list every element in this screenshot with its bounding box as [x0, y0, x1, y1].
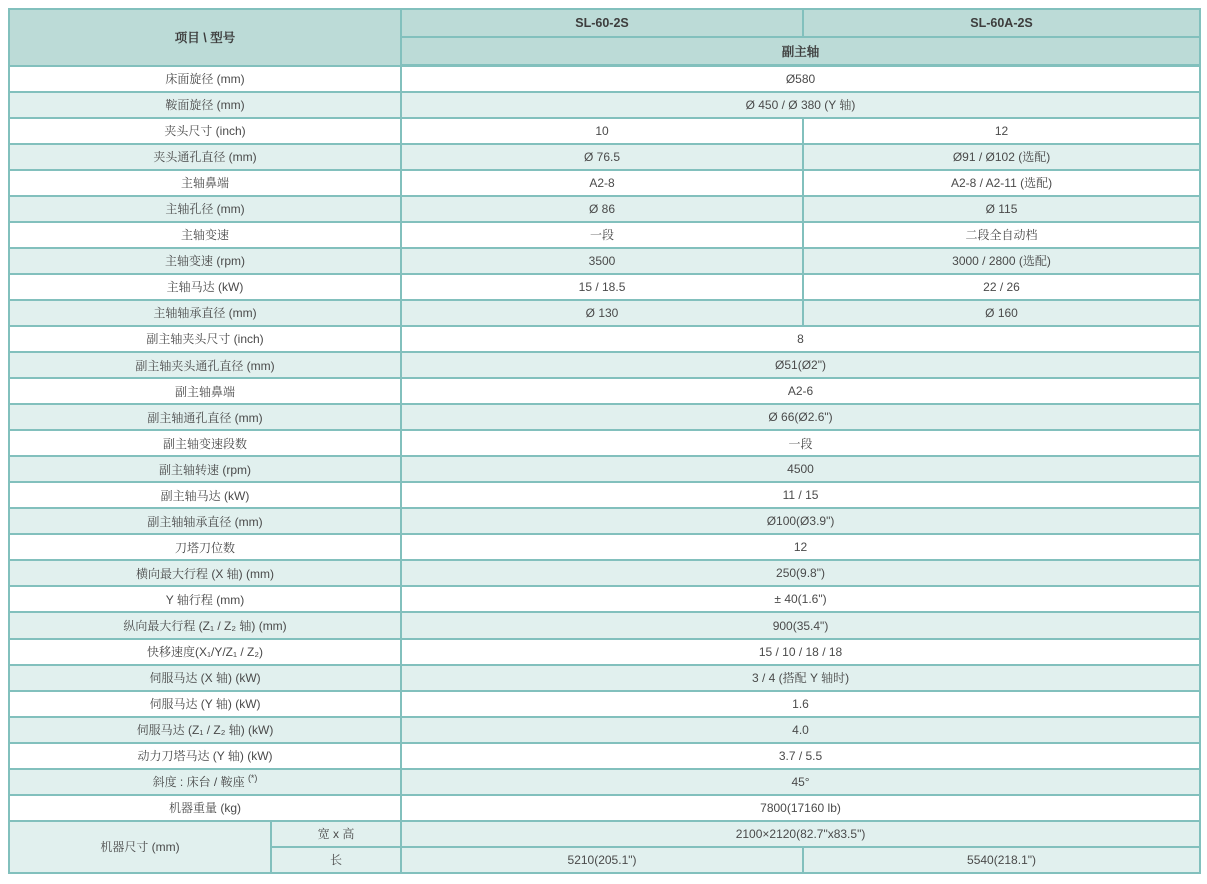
row-value: 2100×2120(82.7"x83.5") — [401, 821, 1200, 847]
row-label-text: 纵向最大行程 (Z₁ / Z₂ 轴) (mm) — [123, 619, 287, 633]
row-value-model1: 一段 — [401, 222, 803, 248]
row-label — [9, 534, 401, 560]
row-label — [9, 639, 401, 665]
row-label — [9, 196, 401, 222]
row-label — [9, 482, 401, 508]
row-label — [9, 743, 401, 769]
row-value-model1: 10 — [401, 118, 803, 144]
row-value: Ø100(Ø3.9") — [401, 508, 1200, 534]
row-label-text: 伺服马达 (Y 轴) (kW) — [149, 697, 261, 712]
row-value: 11 / 15 — [401, 482, 1200, 508]
table-row — [9, 456, 1200, 482]
row-label-text: 主轴马达 (kW) — [166, 280, 244, 295]
table-row — [9, 717, 1200, 743]
row-label — [9, 430, 401, 456]
row-value-model2: 5540(218.1") — [803, 847, 1200, 873]
row-label-text: 伺服马达 (Z₁ / Z₂ 轴) (kW) — [136, 723, 274, 738]
row-label — [9, 404, 401, 430]
row-label-text: 副主轴变速段数 — [163, 436, 248, 451]
row-label-text: 刀塔刀位数 — [175, 540, 236, 555]
row-value: Ø 450 / Ø 380 (Y 轴) — [401, 92, 1200, 118]
row-label-text: 主轴变速 — [181, 228, 230, 243]
table-row — [9, 534, 1200, 560]
row-value: 3.7 / 5.5 — [401, 743, 1200, 769]
table-row — [9, 482, 1200, 508]
row-label — [9, 92, 401, 118]
row-value-model1: 5210(205.1") — [401, 847, 803, 873]
table-row — [9, 430, 1200, 456]
row-value: 3 / 4 (搭配 Y 轴时) — [401, 665, 1200, 691]
table-row — [9, 795, 1200, 821]
row-label-text: 斜度 : 床台 / 鞍座 — [152, 775, 245, 790]
row-label — [9, 326, 401, 352]
row-label — [9, 352, 401, 378]
row-value-model2: 3000 / 2800 (选配) — [803, 248, 1200, 274]
table-row — [9, 691, 1200, 717]
row-value-model2: A2-8 / A2-11 (选配) — [803, 170, 1200, 196]
table-row — [9, 560, 1200, 586]
row-label-text: 横向最大行程 (X 轴) (mm) — [136, 566, 274, 581]
table-row — [9, 612, 1200, 638]
row-label-text: 主轴孔径 (mm) — [165, 202, 245, 217]
table-row — [9, 222, 1200, 248]
row-value-model1: Ø 76.5 — [401, 144, 803, 170]
row-label — [9, 586, 401, 612]
row-value: 1.6 — [401, 691, 1200, 717]
table-row — [9, 508, 1200, 534]
row-value: 7800(17160 lb) — [401, 795, 1200, 821]
row-label — [9, 222, 401, 248]
row-label — [9, 665, 401, 691]
row-label-text: 副主轴转速 (rpm) — [159, 462, 251, 477]
row-label-text: 副主轴夹头尺寸 (inch) — [146, 332, 264, 347]
row-value: 一段 — [401, 430, 1200, 456]
row-value: Ø 66(Ø2.6") — [401, 404, 1200, 430]
row-value: Ø580 — [401, 66, 1200, 92]
row-label-text: Y 轴行程 (mm) — [165, 592, 245, 607]
model-1-header: SL-60-2S — [401, 9, 803, 37]
table-row — [9, 639, 1200, 665]
row-label-text: 副主轴轴承直径 (mm) — [147, 514, 263, 529]
row-value-model1: A2-8 — [401, 170, 803, 196]
row-label — [9, 118, 401, 144]
row-label-text: 夹头尺寸 (inch) — [164, 124, 246, 139]
row-value-model2: 二段全自动档 — [803, 222, 1200, 248]
row-value-model2: Ø91 / Ø102 (选配) — [803, 144, 1200, 170]
table-row — [9, 378, 1200, 404]
row-value: A2-6 — [401, 378, 1200, 404]
row-sub-label: 长 — [271, 847, 401, 873]
row-label — [9, 612, 401, 638]
row-value-model2: Ø 160 — [803, 300, 1200, 326]
table-row — [9, 144, 1200, 170]
table-row — [9, 404, 1200, 430]
row-label-text: 夹头通孔直径 (mm) — [153, 150, 257, 165]
row-label-text: 副主轴通孔直径 (mm) — [147, 410, 263, 425]
row-value: 45° — [401, 769, 1200, 795]
table-row — [9, 274, 1200, 300]
row-value-model1: 3500 — [401, 248, 803, 274]
model-2-header: SL-60A-2S — [803, 9, 1200, 37]
row-value-model2: 12 — [803, 118, 1200, 144]
row-label-text: 机器重量 (kg) — [169, 801, 242, 816]
spec-table-header — [9, 9, 1200, 66]
table-row — [9, 92, 1200, 118]
row-value: Ø51(Ø2") — [401, 352, 1200, 378]
row-value: 12 — [401, 534, 1200, 560]
row-group-label — [9, 821, 271, 873]
table-row — [9, 118, 1200, 144]
row-label — [9, 560, 401, 586]
row-value: 250(9.8") — [401, 560, 1200, 586]
row-label — [9, 769, 401, 795]
row-label-text: 鞍面旋径 (mm) — [165, 98, 245, 113]
row-label-text: 床面旋径 (mm) — [165, 72, 245, 87]
row-label — [9, 170, 401, 196]
row-label-text: 动力刀塔马达 (Y 轴) (kW) — [137, 749, 273, 764]
row-label — [9, 508, 401, 534]
row-label — [9, 691, 401, 717]
table-row — [9, 821, 1200, 847]
row-label-text: 主轴变速 (rpm) — [165, 254, 245, 269]
row-label — [9, 144, 401, 170]
row-value-model1: Ø 130 — [401, 300, 803, 326]
row-label-text: 机器尺寸 (mm) — [100, 840, 180, 855]
row-label — [9, 456, 401, 482]
table-row — [9, 586, 1200, 612]
table-row — [9, 66, 1200, 92]
table-row — [9, 300, 1200, 326]
spec-table-body — [9, 66, 1200, 874]
row-label-text: 主轴鼻端 — [181, 176, 230, 191]
row-value: 15 / 10 / 18 / 18 — [401, 639, 1200, 665]
row-label — [9, 66, 401, 92]
table-row — [9, 769, 1200, 795]
table-row — [9, 170, 1200, 196]
row-value: 4500 — [401, 456, 1200, 482]
row-label-text: 副主轴夹头通孔直径 (mm) — [135, 358, 275, 373]
table-row — [9, 326, 1200, 352]
row-label — [9, 378, 401, 404]
row-value: 900(35.4") — [401, 612, 1200, 638]
row-value: 4.0 — [401, 717, 1200, 743]
row-value: ± 40(1.6") — [401, 586, 1200, 612]
table-row — [9, 743, 1200, 769]
row-label — [9, 717, 401, 743]
row-value-model1: Ø 86 — [401, 196, 803, 222]
item-model-header: 项目 \ 型号 — [9, 9, 401, 66]
row-value-model2: 22 / 26 — [803, 274, 1200, 300]
row-value: 8 — [401, 326, 1200, 352]
table-row — [9, 248, 1200, 274]
row-label-footnote: (*) — [247, 773, 258, 784]
row-label — [9, 300, 401, 326]
row-value-model1: 15 / 18.5 — [401, 274, 803, 300]
table-row — [9, 196, 1200, 222]
row-value-model2: Ø 115 — [803, 196, 1200, 222]
row-label — [9, 795, 401, 821]
row-label — [9, 274, 401, 300]
sub-spindle-header: 副主轴 — [401, 37, 1200, 66]
row-sub-label: 宽 x 高 — [271, 821, 401, 847]
row-label-text: 快移速度(X₁/Y/Z₁ / Z₂) — [146, 645, 264, 660]
spec-table — [8, 8, 1201, 874]
row-label-text: 副主轴马达 (kW) — [160, 488, 250, 503]
row-label-text: 伺服马达 (X 轴) (kW) — [149, 671, 261, 686]
model-header-row — [9, 9, 1200, 37]
table-row — [9, 665, 1200, 691]
row-label-text: 主轴轴承直径 (mm) — [153, 306, 257, 321]
row-label — [9, 248, 401, 274]
table-row — [9, 352, 1200, 378]
row-label-text: 副主轴鼻端 — [175, 384, 236, 399]
